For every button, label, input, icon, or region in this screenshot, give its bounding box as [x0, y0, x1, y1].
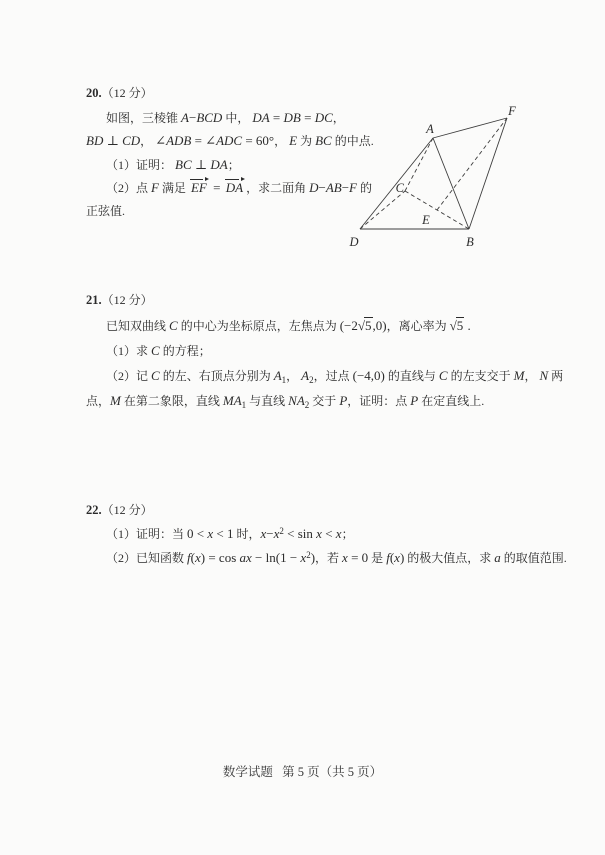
math-run: = ∠ [191, 133, 217, 148]
footer-doc-title: 数学试题 [222, 765, 273, 779]
math-run: CD [122, 133, 141, 148]
math-run: ) [310, 550, 316, 565]
text-run: ，求二面角 [246, 181, 310, 195]
math-run: ADB [166, 133, 192, 148]
text-run: 点， [86, 394, 111, 408]
text-run: 中， [222, 110, 253, 125]
radical-sign: √ [357, 318, 365, 333]
math-run: BC [315, 133, 332, 148]
problem-22 [86, 498, 567, 570]
math-run: M [513, 368, 525, 383]
math-run: MA [222, 393, 242, 408]
figure-vertex-label-A: A [426, 122, 434, 136]
figure-vertex-label-F: F [508, 104, 516, 118]
math-run: = [300, 109, 315, 125]
math-run: M [110, 393, 121, 408]
text-run: 的方程； [159, 344, 211, 358]
math-run: − ln(1 − [251, 550, 301, 565]
text-line [86, 338, 563, 363]
text-run: 的 [357, 181, 373, 195]
text-run: 如图，三棱锥 [106, 110, 182, 125]
text-run: （2）记 [106, 369, 152, 383]
math-run: < [321, 526, 336, 541]
problem-number: 21. [86, 293, 102, 307]
math-run: ) = cos [200, 550, 240, 565]
text-run: 的直线与 [384, 369, 439, 383]
text-run: （1）求 [106, 344, 152, 358]
math-run: BCD [196, 109, 223, 125]
text-run: ； [227, 157, 240, 172]
figure-edge-AB [433, 138, 469, 229]
figure-vertex-label-D: D [349, 235, 359, 249]
text-run: ，若 [315, 551, 343, 565]
problem-heading [86, 82, 374, 106]
text-run: 时， [233, 527, 261, 541]
text-run: 正弦值. [86, 203, 126, 218]
text-run: （2）已知函数 [106, 551, 188, 565]
math-run: DA [252, 109, 270, 125]
math-run: − [341, 180, 350, 195]
text-line [86, 176, 374, 200]
math-run: C [151, 343, 160, 358]
text-run: ， [286, 369, 302, 383]
text-run: 两 [548, 369, 564, 383]
math-run: (−2 [339, 318, 358, 333]
math-run: = [209, 180, 224, 195]
text-run: 与直线 [246, 394, 289, 408]
math-run: − [266, 526, 274, 541]
math-run: ax [239, 550, 252, 565]
vector-symbol: EF [190, 180, 207, 195]
math-run: F [151, 180, 159, 195]
text-run: ，离心率为 [386, 319, 450, 333]
problem-number: 22. [86, 503, 102, 517]
text-run: （2）点 [106, 181, 152, 195]
problem-heading [86, 288, 563, 313]
math-run: ∠ [155, 133, 167, 148]
figure-edge-FB [469, 118, 507, 229]
text-run: 满足 [158, 181, 189, 195]
math-run: D [309, 180, 319, 195]
math-run: x [300, 550, 307, 565]
figure-edge-AC-dashed [405, 138, 433, 191]
math-run: ⊥ [191, 156, 211, 172]
math-run: x [335, 526, 342, 541]
math-run: ⊥ [103, 133, 123, 148]
math-run: P [410, 393, 419, 408]
math-run: DC [314, 109, 333, 125]
text-line [86, 200, 374, 224]
text-run: （1）证明：当 [106, 527, 188, 541]
text-run: （1）证明： [106, 157, 176, 172]
text-line [86, 313, 563, 338]
figure-edge-AF [433, 118, 507, 138]
text-run: （12 分） [101, 86, 153, 100]
text-run: ； [341, 527, 354, 541]
math-run: F [349, 180, 357, 195]
math-run: A [301, 368, 310, 383]
text-line [86, 546, 567, 570]
math-run: ( [190, 550, 195, 565]
text-line [86, 522, 567, 546]
text-line [86, 129, 374, 153]
math-run: − [188, 109, 197, 125]
superscript: 2 [306, 550, 311, 560]
math-run: ( [389, 550, 395, 565]
problem-number: 20. [86, 86, 102, 100]
text-run: 在第二象限，直线 [120, 394, 223, 408]
text-line [86, 363, 563, 388]
radical-sign: √ [449, 318, 456, 333]
footer-page-indicator: 第 5 页（共 5 页） [282, 765, 383, 779]
math-run: C [438, 368, 448, 383]
problem-heading [86, 498, 567, 522]
text-run: 在定直线上. [418, 394, 485, 408]
vector-symbol: DA [225, 180, 244, 195]
page-footer [0, 762, 605, 780]
figure-vertex-label-B: B [466, 235, 474, 249]
text-run: ， [332, 110, 345, 125]
math-run: x [394, 550, 400, 565]
radicand: 5 [456, 318, 464, 333]
text-run: 的左支交于 [447, 369, 514, 383]
text-run: 是 [368, 551, 387, 565]
math-run: = 0 [347, 550, 369, 565]
math-run: . [464, 318, 471, 333]
math-run: < sin [283, 526, 317, 541]
math-run: C [169, 318, 178, 333]
math-run: − [318, 180, 326, 195]
math-run: DA [210, 156, 228, 172]
text-run: 的中点. [331, 134, 374, 148]
math-run: A [273, 368, 282, 383]
math-run: = 60° [242, 133, 275, 148]
text-run: ，证明：点 [347, 394, 411, 408]
math-run: P [339, 393, 348, 408]
text-run: 的取值范围. [500, 551, 567, 565]
text-run: ，过点 [313, 369, 353, 383]
subscript: 2 [309, 375, 314, 385]
radicand: 5 [365, 318, 372, 333]
text-run: 交于 [309, 394, 340, 408]
text-run: 为 [297, 134, 316, 148]
text-line [86, 106, 374, 130]
text-run: ， [274, 134, 290, 148]
math-run: x [207, 526, 214, 541]
math-run: x [194, 550, 201, 565]
math-run: x [342, 550, 348, 565]
tetrahedron-figure [340, 100, 540, 250]
subscript: 1 [241, 400, 247, 410]
math-run: ADC [216, 133, 243, 148]
math-run: BD [86, 133, 104, 148]
text-run: （12 分） [101, 293, 153, 307]
math-run: N [539, 368, 549, 383]
math-run: x [260, 526, 267, 541]
math-run: < 1 [213, 526, 234, 541]
math-run: E [289, 133, 298, 148]
math-run: ,0) [372, 318, 387, 333]
problem-21 [86, 288, 563, 413]
math-run: NA [288, 393, 305, 408]
math-run: C [151, 368, 160, 383]
subscript: 1 [281, 375, 287, 385]
math-run: DB [283, 109, 301, 125]
text-run: 的极大值点，求 [404, 551, 495, 565]
text-line [86, 388, 563, 413]
text-run: ， [524, 369, 540, 383]
figure-vertex-label-C: C [395, 181, 404, 195]
superscript: 2 [279, 526, 284, 536]
math-run: 0 < [187, 526, 208, 541]
subscript: 2 [304, 400, 310, 410]
math-run: BC [175, 156, 192, 172]
math-run: = [269, 109, 284, 125]
sqrt-expression [450, 317, 465, 333]
figure-edge-EF-dashed [437, 118, 507, 210]
math-run: f [386, 550, 390, 565]
text-run: ， [140, 134, 156, 148]
math-run: AB [325, 180, 342, 195]
math-run: (−4,0) [352, 368, 385, 383]
figure-vertex-label-E: E [422, 213, 430, 227]
text-run: （12 分） [101, 503, 153, 517]
math-run: f [187, 550, 191, 565]
math-run: a [494, 550, 501, 565]
math-run: ) [399, 550, 405, 565]
problem-20 [86, 82, 374, 223]
text-line [86, 153, 374, 177]
math-run: A [181, 109, 189, 125]
text-run: 已知双曲线 [106, 319, 170, 333]
math-run: x [273, 526, 280, 541]
math-run: x [316, 526, 322, 541]
text-run: 的左、右顶点分别为 [159, 369, 274, 383]
text-run: 的中心为坐标原点，左焦点为 [177, 319, 340, 333]
sqrt-expression [358, 317, 373, 333]
figure-edge-DC-dashed [360, 191, 405, 229]
